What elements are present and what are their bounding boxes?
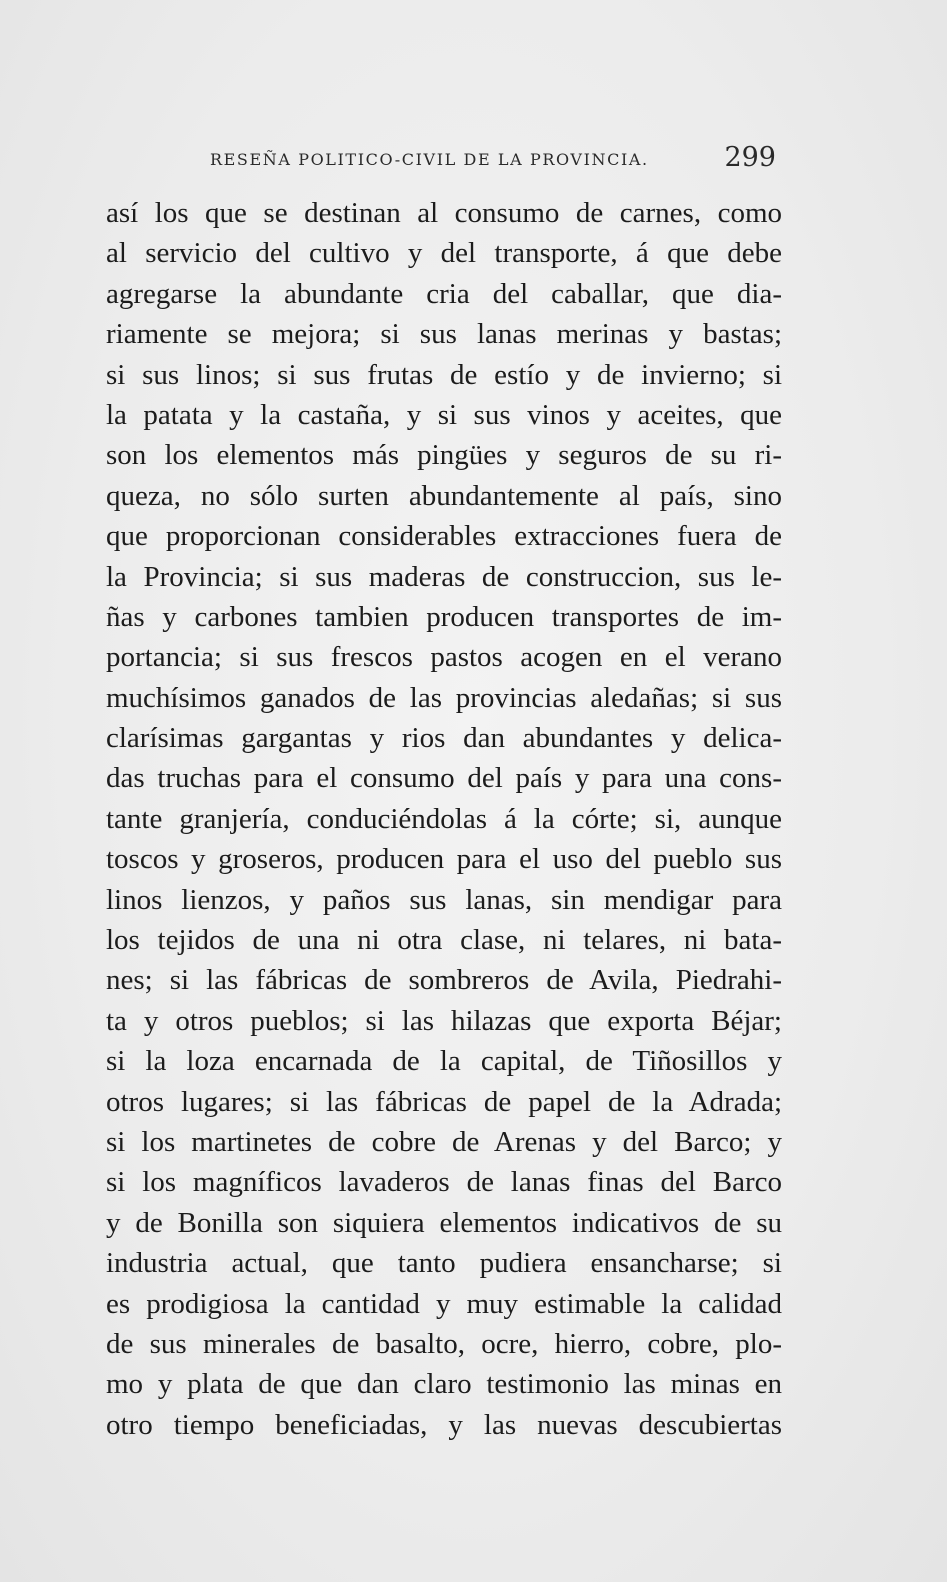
text-line: industria actual, que tanto pudiera ensancharse; si (106, 1247, 782, 1280)
text-line: nes; si las fábricas de sombreros de Avila, Piedrahi- (106, 964, 782, 997)
text-line: si los magníficos lavaderos de lanas finas del Barco (106, 1166, 782, 1199)
text-line: de sus minerales de basalto, ocre, hierro, cobre, plo- (106, 1327, 782, 1360)
text-line: los tejidos de una ni otra clase, ni telares, ni bata- (106, 924, 782, 957)
text-line: es prodigiosa la cantidad y muy estimable la calidad (106, 1287, 782, 1320)
body-text (106, 193, 782, 1445)
text-line: das truchas para el consumo del país y para una cons- (106, 762, 782, 795)
text-line: clarísimas gargantas y rios dan abundantes y delica- (106, 722, 782, 755)
text-line: son los elementos más pingües y seguros de su ri- (106, 439, 782, 472)
running-title: RESEÑA POLITICO-CIVIL DE LA PROVINCIA. (210, 150, 649, 169)
text-line: riamente se mejora; si sus lanas merinas y bastas; (106, 318, 782, 351)
text-line: si sus linos; si sus frutas de estío y de invierno; si (106, 358, 782, 391)
text-line: muchísimos ganados de las provincias aledañas; si sus (106, 681, 782, 714)
text-line: mo y plata de que dan claro testimonio las minas en (106, 1368, 782, 1401)
page-number: 299 (724, 142, 776, 173)
text-line: la Provincia; si sus maderas de construccion, sus le- (106, 560, 782, 593)
text-line: queza, no sólo surten abundantemente al país, sino (106, 479, 782, 512)
running-head (210, 142, 782, 182)
text-line: al servicio del cultivo y del transporte, á que debe (106, 237, 782, 270)
text-line: la patata y la castaña, y si sus vinos y aceites, que (106, 398, 782, 431)
text-line: así los que se destinan al consumo de carnes, como (106, 197, 782, 229)
text-line: si la loza encarnada de la capital, de Tiñosillos y (106, 1045, 782, 1078)
text-line: linos lienzos, y paños sus lanas, sin mendigar para (106, 883, 782, 916)
text-line: y de Bonilla son siquiera elementos indicativos de su (106, 1206, 782, 1239)
text-line: otro tiempo beneficiadas, y las nuevas descubiertas (106, 1408, 782, 1441)
text-line: toscos y groseros, producen para el uso del pueblo sus (106, 843, 782, 876)
text-line: portancia; si sus frescos pastos acogen en el verano (106, 641, 782, 674)
text-line: ñas y carbones tambien producen transportes de im- (106, 600, 782, 633)
text-line: que proporcionan considerables extracciones fuera de (106, 520, 782, 553)
text-line: tante granjería, conduciéndolas á la córte; si, aunque (106, 802, 782, 835)
text-line: otros lugares; si las fábricas de papel de la Adrada; (106, 1085, 782, 1118)
text-line: ta y otros pueblos; si las hilazas que exporta Béjar; (106, 1004, 782, 1037)
text-line: agregarse la abundante cria del caballar, que dia- (106, 277, 782, 310)
text-line: si los martinetes de cobre de Arenas y del Barco; y (106, 1125, 782, 1158)
